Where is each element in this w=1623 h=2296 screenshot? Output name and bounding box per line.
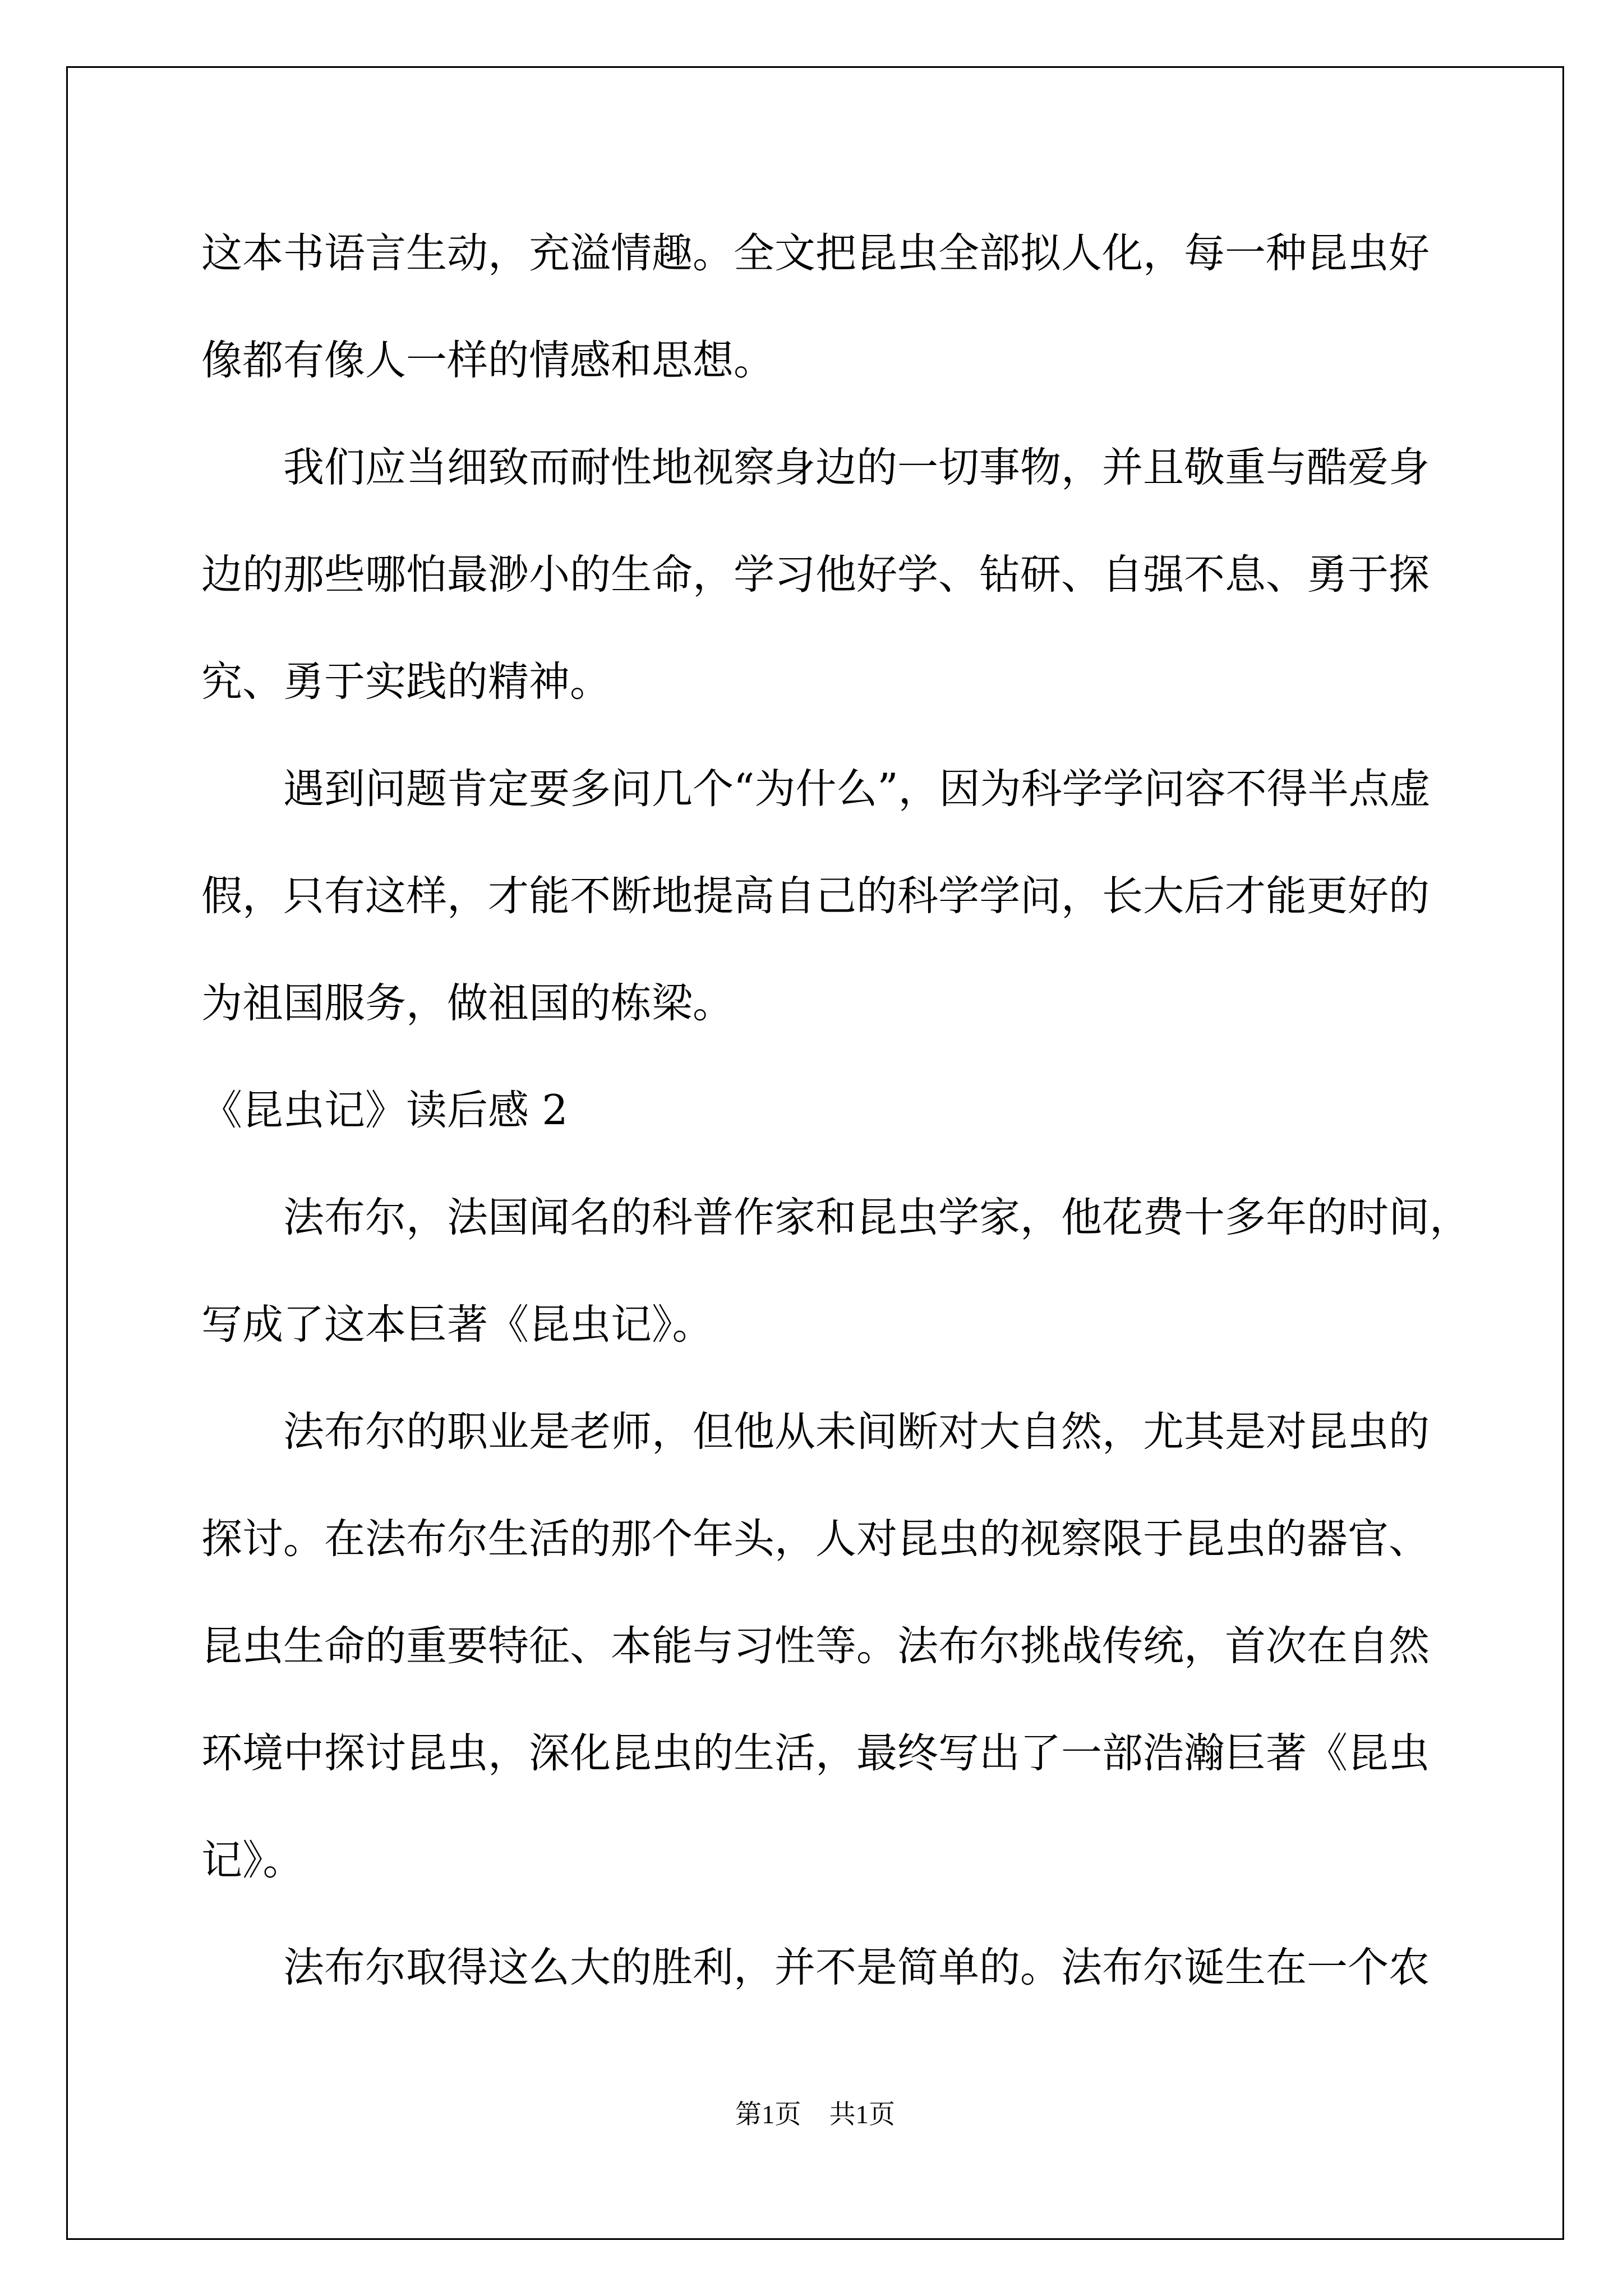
page-footer [66, 2097, 1564, 2133]
paragraph [201, 200, 1508, 414]
paragraph [201, 735, 1508, 1057]
text-line: 这本书语言生动，充溢情趣。全文把昆虫全部拟人化，每一种昆虫好 [201, 229, 1430, 277]
text-line: 写成了这本巨著《昆虫记》。 [201, 1301, 713, 1349]
text-line: 法布尔，法国闻名的科普作家和昆虫学家，他花费十多年的时间， [283, 1194, 1470, 1241]
text-line: 法布尔取得这么大的胜利，并不是简单的。法布尔诞生在一个农 [283, 1944, 1430, 1991]
paragraph [201, 414, 1508, 735]
page-number: 第1页 [735, 2100, 801, 2129]
text-line: 为祖国服务，做祖国的栋梁。 [201, 979, 734, 1027]
paragraph [201, 1914, 1508, 2021]
section-heading: 《昆虫记》读后感 2 [201, 1087, 568, 1134]
text-line: 边的那些哪怕最渺小的生命，学习他好学、钻研、自强不息、勇于探 [201, 551, 1430, 599]
paragraph [201, 1164, 1508, 1378]
text-line: 探讨。在法布尔生活的那个年头，人对昆虫的视察限于昆虫的器官、 [201, 1515, 1430, 1563]
text-line: 假，只有这样，才能不断地提高自己的科学学问，长大后才能更好的 [201, 872, 1430, 920]
paragraph [201, 1378, 1508, 1914]
text-line: 像都有像人一样的情感和思想。 [201, 337, 774, 384]
text-line: 我们应当细致而耐性地视察身边的一切事物，并且敬重与酷爱身 [283, 444, 1430, 491]
text-line: 法布尔的职业是老师，但他从未间断对大自然，尤其是对昆虫的 [283, 1408, 1430, 1456]
page-total: 共1页 [829, 2100, 895, 2129]
text-line: 究、勇于实践的精神。 [201, 658, 611, 706]
text-line: 昆虫生命的重要特征、本能与习性等。法布尔挑战传统，首次在自然 [201, 1622, 1430, 1670]
text-line: 遇到问题肯定要多问几个“为什么”，因为科学学问容不得半点虚 [283, 765, 1431, 813]
document-body [201, 200, 1508, 2021]
text-line: 环境中探讨昆虫，深化昆虫的生活，最终写出了一部浩瀚巨著《昆虫 [201, 1729, 1430, 1777]
text-line: 记》。 [201, 1837, 304, 1884]
